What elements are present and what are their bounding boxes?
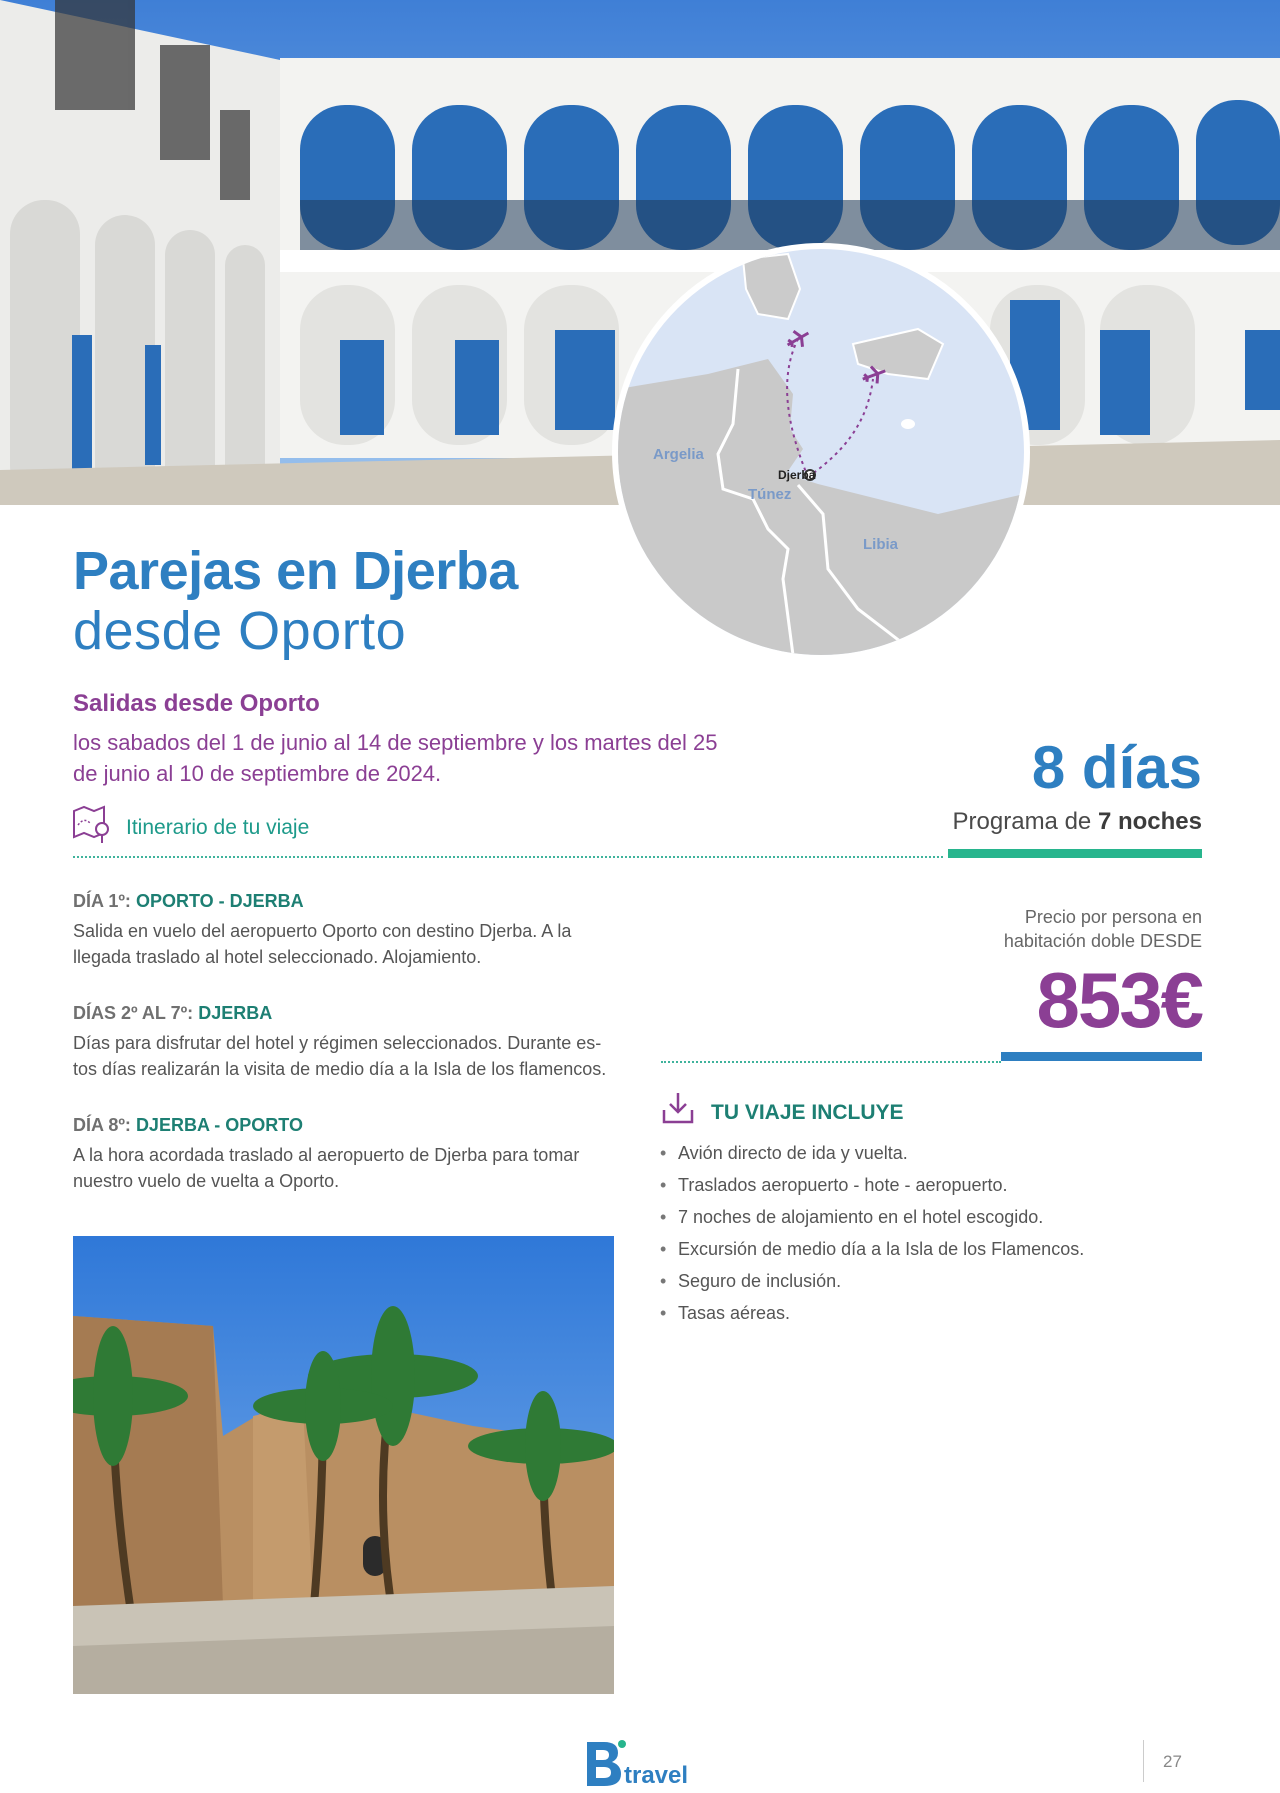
day-line: Salida en vuelo del aeropuerto Oporto con destino Djerba. A la [73,921,572,941]
duration-days: 8 días [1031,734,1202,801]
btravel-logo-mark [584,1738,704,1788]
salidas-text [73,727,773,789]
fortress-photo [73,1236,614,1694]
day-text [73,1030,618,1082]
precio-divider [661,1061,1001,1063]
day-heading [73,1115,618,1136]
day-place: DJERBA [198,1003,273,1023]
list-item [660,1201,1084,1233]
day-block [73,891,618,970]
programa-nights [953,808,1202,836]
list-item [660,1233,1084,1265]
list-item-text: Avión directo de ida y vuelta. [678,1143,908,1163]
bullet-icon: • [660,1143,667,1163]
map-pin-icon [72,803,114,845]
page-title: Parejas en Djerba [73,541,518,601]
day-label: DÍAS 2º AL 7º: [73,1003,194,1023]
precio-label-line: habitación doble DESDE [1003,931,1202,951]
bullet-icon: • [660,1207,667,1227]
day-heading [73,891,618,912]
day-label: DÍA 8º: [73,1115,131,1135]
day-place: DJERBA - OPORTO [135,1115,303,1135]
day-line: tos días realizarán la visita de medio día a la Isla de los flamencos. [73,1059,607,1079]
day-line: A la hora acordada traslado al aeropuerto de Djerba para tomar [73,1145,580,1165]
day-heading [73,1003,618,1024]
precio-label [1004,905,1202,953]
map-label-argelia: Argelia [653,446,704,463]
map-label-libia: Libia [863,536,899,553]
page-subtitle: desde Oporto [73,601,407,661]
list-item [660,1169,1084,1201]
route-map [612,243,1030,661]
list-item-text: Excursión de medio día a la Isla de los Flamencos. [678,1239,1085,1259]
list-item-text: 7 noches de alojamiento en el hotel escogido. [678,1207,1044,1227]
incluye-list [660,1137,1084,1329]
price-value: 853€ [1036,956,1202,1044]
day-line: nuestro vuelo de vuelta a Oporto. [73,1171,340,1191]
salidas-line: los sabados del 1 de junio al 14 de septiembre y los martes del 25 [73,730,718,755]
bullet-icon: • [660,1239,667,1259]
brand-name: travel [624,1762,689,1788]
itinerario-divider [73,856,943,858]
map-label-tunez: Túnez [748,486,792,503]
list-item-text: Traslados aeropuerto - hote - aeropuerto. [678,1175,1008,1195]
programa-prefix: Programa de [952,808,1092,835]
map-label-djerba: Djerba [778,468,816,482]
day-line: Días para disfrutar del hotel y régimen seleccionados. Durante es- [73,1033,602,1053]
map-illustration [618,249,1024,655]
page-number: 27 [1163,1752,1182,1771]
incluye-heading: TU VIAJE INCLUYE [711,1101,904,1124]
fortress-illustration [73,1236,614,1694]
download-icon [660,1090,696,1126]
day-block [73,1115,618,1194]
day-place: OPORTO - DJERBA [135,891,304,911]
itinerario-label: Itinerario de tu viaje [126,816,310,839]
day-label: DÍA 1º: [73,891,131,911]
bullet-icon: • [660,1271,667,1291]
day-text [73,918,618,970]
list-item-text: Seguro de inclusión. [678,1271,842,1291]
day-block [73,1003,618,1082]
list-item [660,1297,1084,1329]
precio-underline [1001,1052,1202,1061]
day-text [73,1142,618,1194]
programa-underline [948,849,1202,858]
page-number-separator [1143,1740,1144,1782]
salidas-heading: Salidas desde Oporto [73,690,320,717]
list-item-text: Tasas aéreas. [678,1303,791,1323]
bullet-icon: • [660,1303,667,1323]
list-item [660,1265,1084,1297]
precio-label-line: Precio por persona en [1024,907,1202,927]
programa-noches: 7 noches [1097,808,1202,835]
btravel-logo [584,1738,704,1788]
bullet-icon: • [660,1175,667,1195]
day-line: llegada traslado al hotel seleccionado. Alojamiento. [73,947,482,967]
salidas-line: de junio al 10 de septiembre de 2024. [73,761,442,786]
list-item [660,1137,1084,1169]
